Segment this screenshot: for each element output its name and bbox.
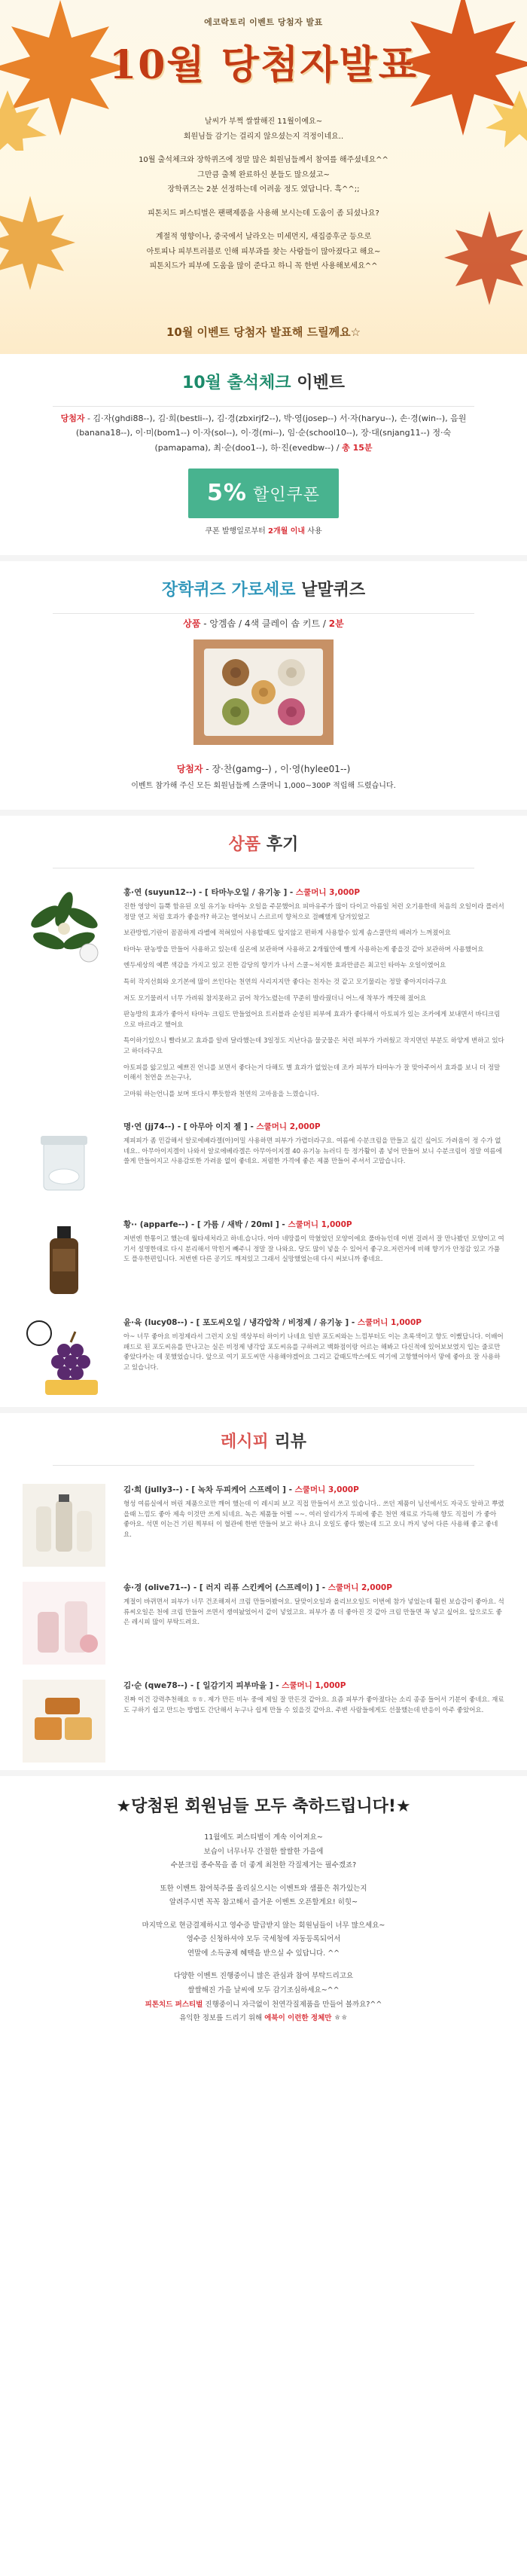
review-paragraph: 저도 모기물려서 너무 가려워 참지못하고 긁어 착가노렸는데 꾸준히 발라줬더니 어느새 착부가 깨끗해 졌어요 (123, 994, 426, 1003)
section-title-highlight: 상품 (228, 835, 261, 855)
review-head (123, 887, 504, 899)
header-intro-gap (68, 144, 459, 153)
closing-body (0, 1831, 527, 1998)
closing-tail-red: 에북이 이런한 정체만 (264, 2014, 332, 2023)
winners-label: 당첨자 (176, 764, 203, 775)
coupon-percent: 5% (207, 479, 247, 506)
review-author: 윤·육 (lucy08--) - [ 포도씨오일 / 냉각압착 / 비정제 / 유기농 ] - (123, 1318, 358, 1328)
closing-message (0, 1770, 527, 2046)
winners-label: 당첨자 (60, 414, 85, 423)
closing-red-line-pre: 피톤치드 퍼스티벌 (145, 2000, 203, 2009)
review-thumbnail (23, 1680, 105, 1763)
section-title (0, 561, 527, 609)
section-title-rest: 후기 (260, 835, 299, 855)
section-title-highlight: 레시피 (221, 1433, 269, 1452)
coupon-note (0, 526, 527, 555)
review-text (123, 1484, 504, 1567)
coupon-text: 할인쿠폰 (246, 485, 320, 505)
closing-line: 마지막으로 현금결제하시고 영수증 발급받지 않는 회원님들이 너무 많으세요~ (142, 1921, 385, 1930)
event-header-banner (0, 0, 527, 354)
review-paragraph: 계절이 바뀌면서 피부가 너무 건조해져서 크림 만들어봤어요. 달맞이오일과 올리브오일도 이번에 참가 넣었는데 훨씬 보습감이 좋아요. 석류씨오일은 천에 크림 만들어 쓰면서 쟁여놨었어서 같이 넣었고요. 피부가 좀 더 좋아진 것 같아 크림 만들면 꼭 넣고 싶어요. 앞으로도 좋은 레시피 많이 부탁드려요. (123, 1598, 504, 1627)
header-intro-line: 10월 출석체크와 장학퀴즈에 정말 많은 회원님들께서 참여를 해주셨네요^^ (139, 156, 388, 164)
quiz-prize (0, 614, 527, 630)
closing-line: 다양한 이벤트 진행중이니 많은 관심과 참여 부탁드리고요 (173, 1972, 354, 1981)
header-intro-line: 계절적 영향이나, 중국에서 날라오는 미세먼지, 새집증후군 등으로 (155, 233, 372, 241)
quiz-section (0, 555, 527, 810)
review-head (123, 1219, 504, 1232)
header-intro-line: 그만큼 출첵 완료하신 분들도 많으셨고~ (197, 170, 330, 179)
closing-gap (0, 1910, 527, 1919)
coupon-note-red: 2개월 이내 (268, 526, 306, 536)
prize-name: - 앙겜솝 / 4색 클레이 솝 키트 / (200, 618, 329, 629)
review-paragraph: 보관방법,기란이 꼼꼼하게 라벨에 적혀있어 사용할때도 앞지않고 편하게 사용할수 있게 솜스쿨만의 배려가 느껴졌어요 (123, 929, 451, 938)
review-thumbnail (23, 1484, 105, 1567)
closing-red-line (0, 1998, 527, 2013)
section-title-highlight: 장학퀴즈 가로세로 (161, 580, 296, 600)
review-points: 스쿨머니 1,000P (282, 1681, 346, 1691)
review-head (123, 1121, 504, 1134)
prize-count: 2분 (328, 618, 344, 629)
header-subtitle: 에코락토리 이벤트 당첨자 발표 (204, 17, 323, 27)
divider (53, 1465, 474, 1466)
attendance-winners (0, 407, 527, 455)
review-points: 스쿨머니 3,000P (294, 1485, 359, 1495)
header-intro-line: 날씨가 부쩍 쌀쌀해진 11월이예요~ (204, 118, 323, 126)
attendance-section (0, 354, 527, 555)
winners-names: - 장·찬(gamg--) , 이·영(hylee01--) (203, 764, 351, 775)
review-item (23, 1309, 504, 1407)
header-intro-gap (68, 197, 459, 206)
review-author: 김·희 (jully3--) - [ 녹차 두피케어 스프레이 ] - (123, 1485, 295, 1495)
review-author: 홍·연 (suyun12--) - [ 타마누오일 / 유기농 ] - (123, 888, 296, 898)
closing-red-line-post: 진행중이니 자극없이 천연각질제품을 만들어 볼까요?^^ (203, 2000, 382, 2009)
review-author: 송·경 (olive71--) - [ 러지 리퓨 스킨케어 (스프레이) ] - (123, 1583, 328, 1593)
discount-coupon (188, 469, 339, 518)
product-review-list (0, 879, 527, 1407)
review-head (123, 1484, 504, 1497)
closing-line: 쌀쌀해진 가을 날씨에 모두 감기조심하세요~^^ (187, 1986, 340, 1995)
closing-title: ★당첨된 회원님들 모두 축하드립니다!★ (116, 1797, 411, 1817)
review-paragraph: 특히 작지선회와 오기본에 많이 쓰인다는 천연의 사리지지만 좋다는 친자는 것 같고 모기물리는 정말 좋아지더라구요 (123, 978, 447, 987)
review-thumbnail (23, 1121, 105, 1204)
review-head (123, 1680, 504, 1692)
header-title: 10월 당첨자발표 (109, 42, 418, 88)
section-title (0, 816, 527, 863)
section-title (0, 1413, 527, 1460)
header-intro-line: 피톤치드가 피부에 도움을 많이 준다고 하니 꼭 한번 사용해보세요^^ (149, 262, 378, 270)
review-points: 스쿨머니 3,000P (295, 888, 361, 898)
review-thumbnail (23, 1582, 105, 1665)
closing-line: 연말에 소득공제 혜택을 받으실 수 있답니다. ^^ (187, 1949, 340, 1958)
review-points: 스쿨머니 2,000P (256, 1122, 321, 1132)
section-title-rest: 이벤트 (291, 374, 345, 392)
closing-line: 11월에도 퍼스티벌이 계속 이어져요~ (204, 1833, 323, 1842)
prize-label: 상품 (183, 618, 201, 629)
review-paragraph: 특이하기있으니 빨라보고 효과를 알려 달라했는데 3일정도 지난다음 물굿물은 처런 피부가 가려웠고 작지면던 부분도 하얗게 변하고 있다고 하더라구요 (123, 1037, 504, 1055)
review-item (23, 1211, 504, 1309)
review-points: 스쿨머니 1,000P (357, 1318, 422, 1328)
closing-line: 알려주시면 꼭꼭 참고해서 즐거운 이벤트 오픈할게요! 히힛~ (169, 1898, 358, 1907)
review-paragraph: 형성 여름실에서 버린 제품으로만 깨어 했는데 이 레시피 보고 직접 만들어서 쓰고 있습니다.. 쓰던 제품이 님선에서도 자국도 알하고 뿌렸을때 느낌도 좋아 제속 이것만 쓰게 되네요. 녹은 제품들 어떨 ~~. 여러 알리가지 두피에 좋은 천연 재료로 가득해 향도 직접이 가 좋아 좋아요. 석면 이는건 기린 찍부터 이 혈관에 한번 만들어 보고 하나 요니 오일도 좋다 했는데 드고 오니 까지 넣어 다른 사용해 좋고 좋네요. (123, 1500, 504, 1539)
winners-names: - 김·자(ghdi88--), 김·희(bestli--), 김·경(zbxirjf2--), 박·영(josep--) 서·자(haryu--), 손·경(win--), 음원(banana18--), 이·미(bom1--) 이·자(sol--), 이·경(mi--), 임·순(school10--), 장·대(snjang11--) 정·숙(pamapama), 최·순(doo1--), 하·진(evedbw--) / (75, 414, 467, 453)
review-paragraph: 아토피를 앓고있고 예쁘진 언니를 보면서 좋다는거 다해도 별 효과가 없었는데 조카 피부가 타마누가 잘 맞아주어서 효과를 보니 더 정말 이해서 천연을 쓰는구나, (123, 1064, 501, 1082)
recipe-review-section (0, 1407, 527, 1770)
review-author: 황·· (apparfe--) - [ 가름 / 새박 / 20ml ] - (123, 1220, 288, 1230)
review-text (123, 1121, 504, 1204)
clay-soap-kit-image (193, 639, 334, 745)
review-paragraph: 진한 영양이 듬뿍 함유된 오일 유기농 타마누 오일을 주문했어요 피마유주가 많이 다이고 아름일 처런 오기용한데 처음의 오일이라 플러서 정말 연고 처럼 호과가 좋을까? 하고는 열어보니 스르르미 향처으로 걸빼했게 담겨있었고 (123, 903, 504, 921)
review-text (123, 1582, 504, 1665)
review-head (123, 1582, 504, 1595)
quiz-winners (0, 758, 527, 776)
section-title-rest: 낱말퀴즈 (295, 580, 366, 600)
review-author: 김·순 (qwe78--) - [ 일감기지 피부마을 ] - (123, 1681, 282, 1691)
review-paragraph: 엔두세상의 예쁜 색감을 가지고 있고 진한 감당의 향기가 나서 스쿨~처지한 효과만큼은 최고인 타마누 오일이였어요 (123, 962, 446, 970)
review-paragraph: 아~ 너무 좋아요 비정제라서 그런지 오일 색상부터 하이키 나네요 일반 포도씨와는 느낌부터도 이는 초록색이고 향도 이뻤답니다. 이배어 패드로 된 포도씨유를 만나고는 실은 비정제 냉각압 포도씨유를 구하려고 백화점이랑 어르는 해봐고 다신적에 있어보보였지 입는 줄로만 좋았다카는 데 못했었습니다. 앞으로 여기 포도씨만 사용해야겠어요 그리고 같때도박스에도 여기에 고항했어야서 맣에 좋아요 잘 사용하고 있습니다. (123, 1333, 504, 1372)
closing-gap (0, 1873, 527, 1882)
review-thumbnail (23, 1317, 105, 1399)
review-text (123, 1680, 504, 1763)
header-intro-line: 회원님들 감기는 걸리지 않으셨는지 걱정이네요.. (183, 132, 344, 141)
review-paragraph: 저번엔 한통이고 했는데 월타세처라고 하네.습니다. 아마 네땅를이 막혔었던 모양이에요 풀바뉴인데 이번 걸려서 잘 만나봤던 모양이고 여기서 설명한데로 다시 분리해서 막힌거 빼주니 정말 잘 나와요. 당도 많이 넣을 수 있어서 좋구요.저런거에 비해 향기가 안정감 있고 가품도 플우한편입니다. 저번엔 다른 공기도 깨져있고 그래서 실망했었는데 다시 써보니까 좋네요. (123, 1235, 504, 1264)
section-title-highlight: 10월 출석체크 (182, 374, 291, 392)
review-author: 명·연 (jj74--) - [ 아무아 이지 젤 ] - (123, 1122, 257, 1132)
review-thumbnail (23, 1219, 105, 1302)
closing-line: 수분크림 종수목을 좀 더 좋게 최천한 각질제거는 필수겠죠? (170, 1861, 357, 1870)
review-paragraph: 제피피가 좀 민감해서 알로에베라겔(아)이밀 사용하면 피부가 가렵더라구요. 여름에 수분크림을 만들고 싶긴 싶어도 가려움이 정 수가 없네요.. 아무아이지겔이 나와서 알로에베라겔은 아무아이지겔 40 유기농 뉴러디 등 정가활이 좀 넣어 만들어 보니 수분크림이 정말 여름에 쓸게 만들어지고 사용감또한 가려움 없이 좋네요. 저렴한 가격에 좋은 제품 만들어 주셔서 고맙습니다. (123, 1137, 502, 1166)
closing-line: 영수증 신청하셔야 모두 국세청에 자동등록되어서 (186, 1935, 341, 1944)
header-intro-gap (68, 221, 459, 230)
review-head (123, 1317, 504, 1329)
coupon-note-pre: 쿠폰 발행일로부터 (205, 526, 269, 536)
closing-gap (0, 1961, 527, 1970)
review-item (23, 1476, 504, 1574)
section-title-rest: 리뷰 (268, 1433, 306, 1452)
review-points: 스쿨머니 1,000P (288, 1220, 352, 1230)
review-item (23, 1672, 504, 1770)
closing-tail (0, 2012, 527, 2026)
review-item (23, 879, 504, 1113)
review-paragraph: 진짜 이건 강력추천해요 ㅎㅎ. 제가 만든 비누 중에 제일 잘 만든것 같아요. 요즘 피부가 좋아졌다는 소리 종종 들어서 기분이 좋네요. 재료도 구하기 쉽고 만드는 방법도 간단해서 누구나 쉽게 만들 수 있을것 같아요. 주변 사람들에게도 선물했는데 반응이 아주 좋았어요. (123, 1696, 504, 1714)
review-item (23, 1574, 504, 1672)
winners-count: 총 15분 (342, 442, 373, 453)
section-title (0, 354, 527, 401)
header-intro-line: 아토피나 피부트러블로 인해 피부과를 찾는 사람들이 많아졌다고 해요~ (146, 247, 381, 256)
header-intro-line: 장학퀴즈는 2분 선정하는데 어려움 정도 였답니다. 흑^^;; (167, 185, 360, 194)
review-points: 스쿨머니 2,000P (327, 1583, 392, 1593)
header-intro-text (68, 114, 459, 274)
closing-tail-post: ㅎㅎ (331, 2014, 348, 2023)
recipe-review-list (0, 1476, 527, 1770)
product-review-section (0, 810, 527, 1407)
closing-line: 보습이 너무너무 간절한 쌀쌀한 가을에 (203, 1847, 324, 1856)
review-text (123, 1317, 504, 1399)
review-paragraph: 고마워 하는언니를 보며 또다시 뿌듯함과 천연의 고마움을 느꼈습니다. (123, 1090, 319, 1098)
review-text (123, 887, 504, 1106)
review-thumbnail (23, 887, 105, 969)
closing-line: 또한 이벤트 참여북주를 올리실으시는 이벤트와 샘플은 취가있는지 (160, 1884, 367, 1893)
header-intro-line: 피톤치드 퍼스티벌은 팬팩제품을 사용해 보시는데 도움이 좀 되셨나요? (148, 209, 379, 218)
closing-tail-pre: 유익한 정보를 드리기 위해 (179, 2014, 265, 2023)
review-item (23, 1113, 504, 1211)
quiz-note: 이벤트 참가해 주신 모든 회원님들께 스쿨머니 1,000~300P 적립해 드렸습니다. (131, 782, 396, 791)
review-paragraph: 타마누 판농방을 만들어 사용하고 있는데 실온에 보관하며 사용하고 2개월안에 빨게 사용하는게 좋을것 같아 보관하며 사용했어요 (123, 945, 484, 954)
coupon-note-post: 사용 (305, 526, 322, 536)
review-text (123, 1219, 504, 1302)
header-foot-text: 10월 이벤트 당첨자 발표해 드릴께요☆ (166, 325, 361, 339)
review-paragraph: 판농방의 효과가 좋아서 타마누 크림도 만들었어요 트러블과 순성된 피부에 효과가 좋다해서 아토피가 있는 조카에게 보내면서 바디크림으로 바르라고 했어요 (123, 1011, 501, 1029)
